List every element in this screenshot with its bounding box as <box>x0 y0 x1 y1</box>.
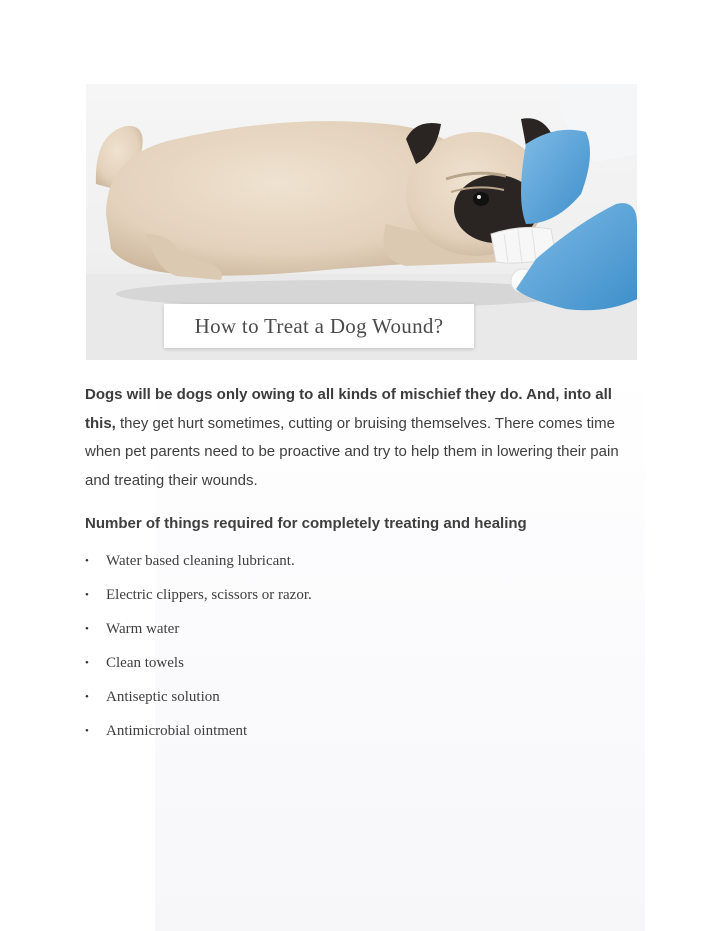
bullet-icon: • <box>85 724 89 737</box>
bullet-icon: • <box>85 554 89 567</box>
upper-glove <box>521 130 590 224</box>
bullet-icon: • <box>85 656 89 669</box>
intro-rest: they get hurt sometimes, cutting or bruising themselves. There comes time when pet parents need to be proactive and try to help them in lowering their pain and treating their wounds. <box>85 414 619 489</box>
image-caption: How to Treat a Dog Wound? <box>194 313 444 338</box>
list-item-text: Warm water <box>106 621 180 637</box>
intro-bold-lead: Dogs will be dogs only owing to all kinds of mischief they do. And, into all this, <box>85 386 612 432</box>
list-item-text: Water based cleaning lubricant. <box>106 553 295 569</box>
supplies-list <box>85 544 605 748</box>
image-caption-box <box>164 304 474 348</box>
bullet-icon: • <box>85 588 89 601</box>
list-item <box>85 612 605 646</box>
hero-image <box>86 84 637 360</box>
list-item <box>85 680 605 714</box>
list-item-text: Antimicrobial ointment <box>106 723 248 739</box>
list-item-text: Clean towels <box>106 655 184 671</box>
list-item-text: Electric clippers, scissors or razor. <box>106 587 312 603</box>
list-item <box>85 578 605 612</box>
list-item-text: Antiseptic solution <box>106 689 220 705</box>
list-item <box>85 544 605 578</box>
list-item <box>85 646 605 680</box>
bullet-icon: • <box>85 622 89 635</box>
intro-paragraph <box>85 381 645 495</box>
supplies-heading: Number of things required for completely treating and healing <box>85 515 527 532</box>
list-item <box>85 714 605 748</box>
bullet-icon: • <box>85 690 89 703</box>
